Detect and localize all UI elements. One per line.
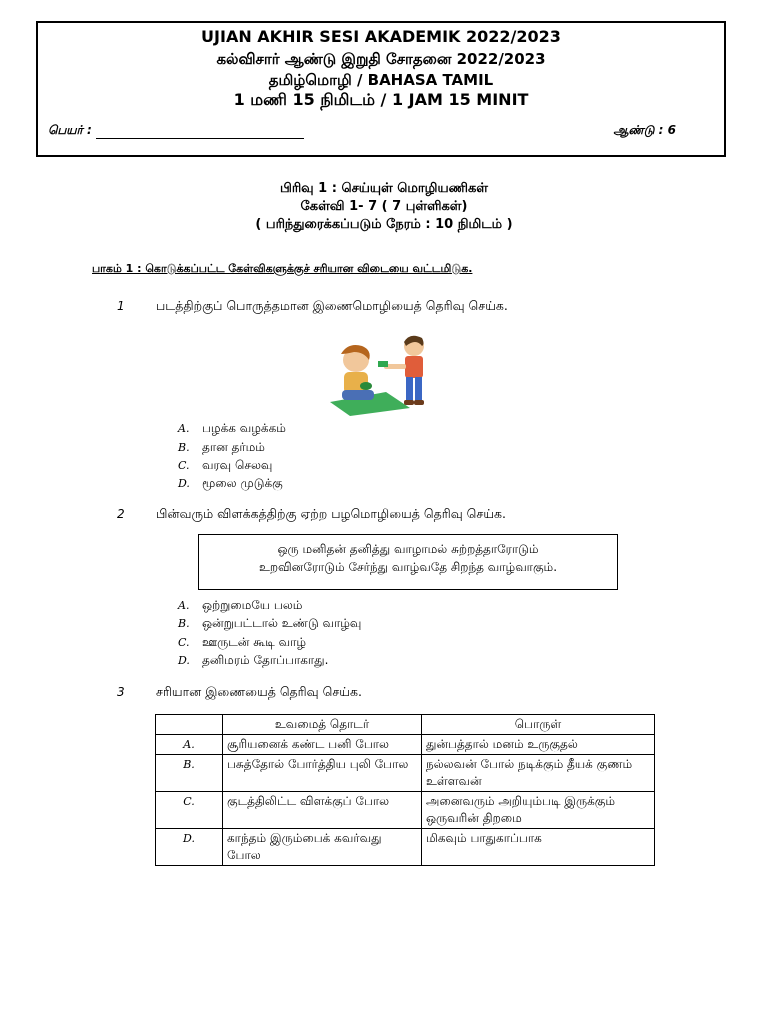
exam-duration: 1 மணி 15 நிமிடம் / 1 JAM 15 MINIT (233, 90, 529, 109)
standing-boy-right-leg (415, 377, 422, 401)
q2-option-b[interactable] (178, 616, 361, 632)
option-text: ஒற்றுமையே பலம் (202, 598, 303, 612)
explanation-line-1: ஒரு மனிதன் தனித்து வாழாமல் சுற்றத்தாரோடும் (277, 542, 539, 556)
row-letter: B. (156, 755, 223, 792)
exam-title-tamil: கல்விசார் ஆண்டு இறுதி சோதனை 2022/2023 (216, 50, 546, 68)
sitting-boy-pants (342, 390, 374, 400)
explanation-line-2: உறவினரோடும் சேர்ந்து வாழ்வதே சிறந்த வாழ்வாகும். (258, 560, 558, 574)
row-meaning: அனைவரும் அறியும்படி இருக்கும் ஒருவரின் திறமை (422, 792, 655, 829)
option-letter: D. (178, 477, 190, 490)
option-text: ஒன்றுபட்டால் உண்டு வாழ்வு (202, 616, 362, 630)
q2-text: பின்வரும் விளக்கத்திற்கு ஏற்ற பழமொழியைத் தெரிவு செய்க. (156, 506, 506, 521)
option-text: தான தர்மம் (202, 440, 265, 454)
option-letter: C. (178, 459, 190, 472)
section-questions: கேள்வி 1- 7 ( 7 புள்ளிகள்) (300, 199, 468, 214)
q1-text: படத்திற்குப் பொருத்தமான இணைமொழியைத் தெரிவு செய்க. (156, 298, 508, 313)
table-row[interactable] (156, 735, 655, 755)
year-label: ஆண்டு : 6 (613, 123, 676, 137)
option-text: ஊருடன் கூடி வாழ் (202, 635, 307, 649)
q3-table (155, 714, 655, 866)
option-letter: A. (178, 422, 190, 435)
standing-boy-left-shoe (404, 400, 414, 405)
q3-number: 3 (117, 685, 125, 699)
q1-option-b[interactable] (178, 440, 265, 456)
name-field (48, 123, 304, 139)
name-blank-line[interactable] (96, 126, 304, 139)
row-simile: காந்தம் இரும்பைக் கவர்வது போல (223, 829, 422, 866)
row-letter: D. (156, 829, 223, 866)
q1-option-d[interactable] (178, 476, 283, 492)
q1-option-a[interactable] (178, 421, 286, 437)
table-row[interactable] (156, 829, 655, 866)
exam-title-malay: UJIAN AKHIR SESI AKADEMIK 2022/2023 (201, 27, 561, 46)
row-simile: பசுத்தோல் போர்த்திய புலி போல (223, 755, 422, 792)
section-time: ( பரிந்துரைக்கப்படும் நேரம் : 10 நிமிடம் ) (255, 217, 513, 232)
option-letter: B. (178, 617, 190, 630)
row-letter: C. (156, 792, 223, 829)
option-text: தனிமரம் தோப்பாகாது. (202, 653, 329, 667)
q3-text: சரியான இணையைத் தெரிவு செய்க. (156, 684, 362, 699)
option-letter: B. (178, 441, 190, 454)
name-label: பெயர் : (48, 123, 92, 137)
table-header-row (156, 715, 655, 735)
standing-boy-left-leg (406, 377, 413, 401)
money-note (378, 361, 388, 367)
q2-option-d[interactable] (178, 653, 328, 669)
q2-explanation-box (198, 534, 618, 590)
option-letter: A. (178, 599, 190, 612)
q2-option-a[interactable] (178, 598, 302, 614)
row-simile: சூரியனைக் கண்ட பனி போல (223, 735, 422, 755)
subject-title: தமிழ்மொழி / BAHASA TAMIL (268, 71, 494, 89)
exam-header (36, 21, 726, 157)
part-instruction: பாகம் 1 : கொடுக்கப்பட்ட கேள்விகளுக்குச் சரியான விடையை வட்டமிடுக. (92, 262, 473, 275)
row-meaning: துன்பத்தால் மனம் உருகுதல் (422, 735, 655, 755)
standing-boy-shirt (405, 356, 423, 378)
q2-number: 2 (117, 507, 125, 521)
q2-option-c[interactable] (178, 635, 306, 651)
option-letter: D. (178, 654, 190, 667)
standing-boy-right-shoe (414, 400, 424, 405)
row-simile: குடத்திலிட்ட விளக்குப் போல (223, 792, 422, 829)
q1-number: 1 (117, 299, 125, 313)
table-header-meaning: பொருள் (422, 715, 655, 735)
table-row[interactable] (156, 792, 655, 829)
row-letter: A. (156, 735, 223, 755)
option-text: பழக்க வழக்கம் (202, 421, 286, 435)
row-meaning: நல்லவன் போல் நடிக்கும் தீயக் குணம் உள்ளவன் (422, 755, 655, 792)
q1-option-c[interactable] (178, 458, 272, 474)
row-meaning: மிகவும் பாதுகாப்பாக (422, 829, 655, 866)
section-title: பிரிவு 1 : செய்யுள் மொழியணிகள் (279, 181, 489, 196)
option-text: மூலை முடுக்கு (202, 476, 283, 490)
charity-illustration (326, 330, 436, 416)
option-text: வரவு செலவு (202, 458, 273, 472)
table-header-simile: உவமைத் தொடர் (223, 715, 422, 735)
table-row[interactable] (156, 755, 655, 792)
begging-bowl (360, 382, 372, 390)
option-letter: C. (178, 636, 190, 649)
table-header-blank (156, 715, 223, 735)
